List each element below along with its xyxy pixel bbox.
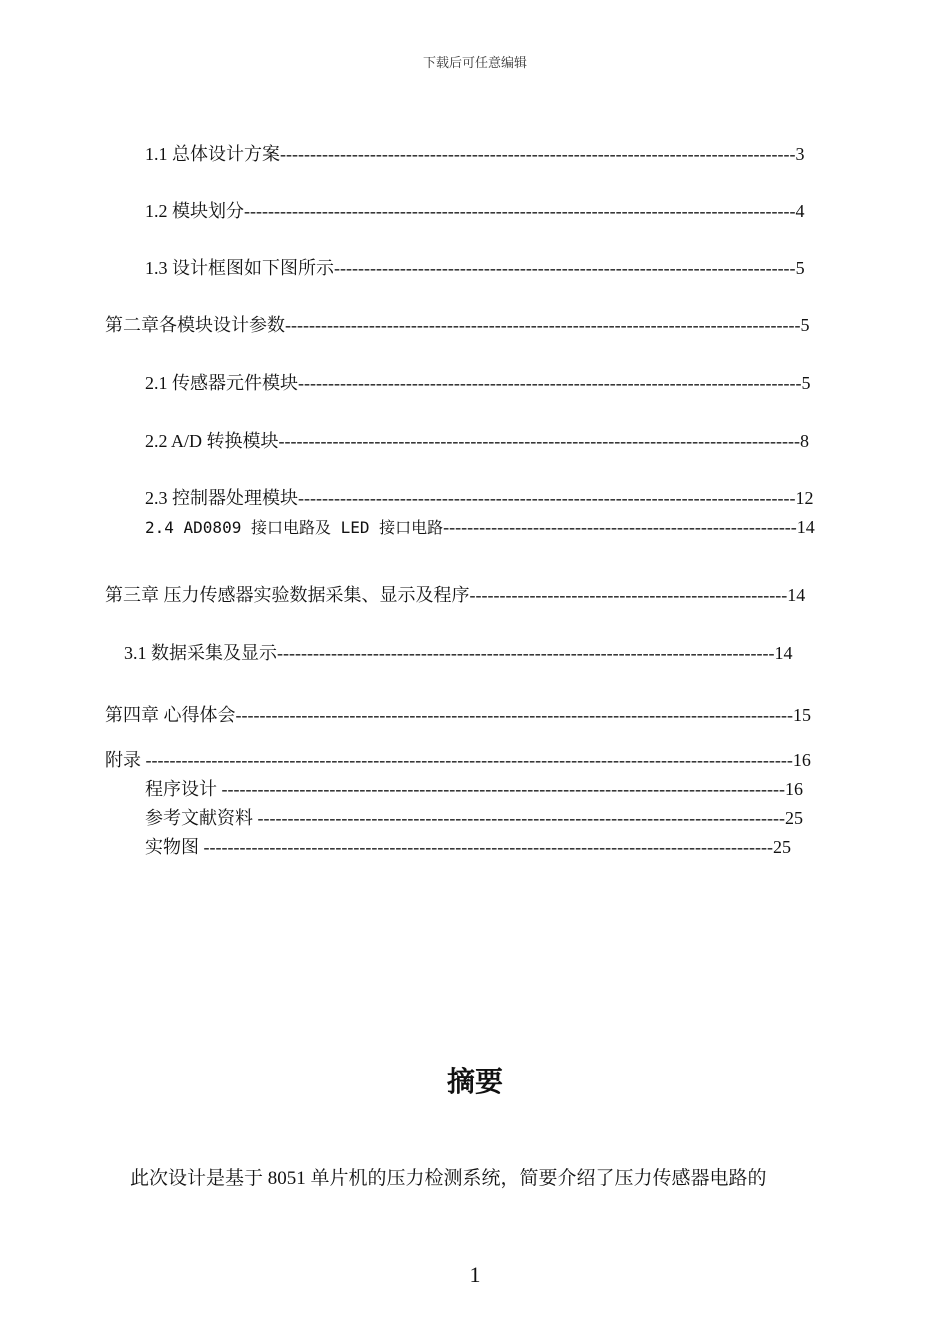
toc-entry-title: 1.1 总体设计方案 xyxy=(145,144,280,164)
toc-entry-page: 3 xyxy=(795,144,805,164)
toc-entry-title: 附录 xyxy=(105,750,146,770)
toc-entry-2-2[interactable] xyxy=(145,429,818,453)
toc-entry-title: 2.3 控制器处理模块 xyxy=(145,488,298,508)
toc-entry-page: 5 xyxy=(801,373,811,393)
toc-leader-dashes: ----------------------------------------------------------------------------- xyxy=(334,258,796,278)
toc-entry-title: 程序设计 xyxy=(145,779,222,799)
toc-entry-3-1[interactable] xyxy=(124,641,804,665)
toc-entry-title: 第四章 心得体会 xyxy=(105,705,236,725)
toc-leader-dashes: -------------------------------------------------------------------------------------- xyxy=(280,144,796,164)
toc-leader-dashes: ----------------------------------------------------------- xyxy=(443,517,797,537)
toc-entry-page: 8 xyxy=(800,431,810,451)
toc-entry-2-4[interactable] xyxy=(145,515,825,540)
toc-leader-dashes: ----------------------------------------------------------------------------------- xyxy=(298,488,796,508)
toc-leader-dashes: --------------------------------------------------------------------------------------- xyxy=(278,431,801,451)
toc-entry-page: 25 xyxy=(772,837,791,857)
toc-entry-title: 1.2 模块划分 xyxy=(145,201,244,221)
toc-leader-dashes: -------------------------------------------------------------------------------------- xyxy=(285,315,801,335)
toc-leader-dashes: -------------------------------------------------------------------------------------------- xyxy=(244,201,796,221)
toc-entry-page: 4 xyxy=(795,201,805,221)
toc-entry-1-2[interactable] xyxy=(145,199,813,223)
toc-entry-page: 5 xyxy=(795,258,805,278)
abstract-heading: 摘要 xyxy=(446,1065,503,1098)
toc-entry-references[interactable] xyxy=(145,806,812,830)
toc-leader-dashes: ----------------------------------------------------- xyxy=(469,585,788,605)
toc-entry-title: 1.3 设计框图如下图所示 xyxy=(145,258,334,278)
toc-leader-dashes: ------------------------------------------------------------------------------------------------------------ xyxy=(145,750,793,770)
toc-entry-title: 实物图 xyxy=(145,837,204,857)
toc-entry-title: 2.1 传感器元件模块 xyxy=(145,373,298,393)
toc-entry-page: 15 xyxy=(792,705,811,725)
toc-entry-title: 参考文献资料 xyxy=(145,808,258,828)
toc-entry-program-design[interactable] xyxy=(145,777,810,801)
toc-leader-dashes: ----------------------------------------------------------------------------------------------- xyxy=(203,837,773,857)
toc-leader-dashes: --------------------------------------------------------------------------------------------- xyxy=(235,705,793,725)
toc-entry-1-1[interactable] xyxy=(145,142,813,166)
toc-entry-title: 2.4 AD0809 接口电路及 LED 接口电路 xyxy=(145,518,444,537)
toc-entry-page: 25 xyxy=(784,808,803,828)
toc-entry-photo[interactable] xyxy=(145,835,802,859)
toc-entry-2-1[interactable] xyxy=(145,371,820,395)
toc-entry-1-3[interactable] xyxy=(145,256,813,280)
toc-entry-title: 第二章各模块设计参数 xyxy=(105,315,285,335)
toc-entry-chapter-4[interactable] xyxy=(105,703,821,727)
toc-entry-title: 3.1 数据采集及显示 xyxy=(124,643,277,663)
toc-entry-page: 12 xyxy=(795,488,814,508)
toc-entry-2-3[interactable] xyxy=(145,486,825,510)
toc-entry-title: 2.2 A/D 转换模块 xyxy=(145,431,279,451)
page-header: 下载后可任意编辑 xyxy=(422,56,527,71)
toc-entry-page: 14 xyxy=(774,643,793,663)
toc-leader-dashes: ----------------------------------------------------------------------------------- xyxy=(277,643,775,663)
toc-leader-dashes: ---------------------------------------------------------------------------------------- xyxy=(257,808,785,828)
toc-entry-page: 16 xyxy=(792,750,811,770)
toc-entry-page: 5 xyxy=(800,315,810,335)
toc-entry-page: 14 xyxy=(787,585,806,605)
toc-entry-page: 14 xyxy=(796,517,815,537)
toc-entry-title: 第三章 压力传感器实验数据采集、显示及程序 xyxy=(105,585,470,605)
page-number: 1 xyxy=(469,1262,481,1287)
abstract-paragraph: 此次设计是基于 8051 单片机的压力检测系统，简要介绍了压力传感器电路的 xyxy=(130,1168,767,1189)
toc-leader-dashes: ------------------------------------------------------------------------------------ xyxy=(298,373,802,393)
toc-entry-page: 16 xyxy=(784,779,803,799)
toc-leader-dashes: ---------------------------------------------------------------------------------------------- xyxy=(221,779,785,799)
toc-entry-chapter-3[interactable] xyxy=(105,583,813,607)
toc-entry-chapter-2[interactable] xyxy=(105,313,818,337)
toc-entry-appendix[interactable] xyxy=(105,748,821,772)
